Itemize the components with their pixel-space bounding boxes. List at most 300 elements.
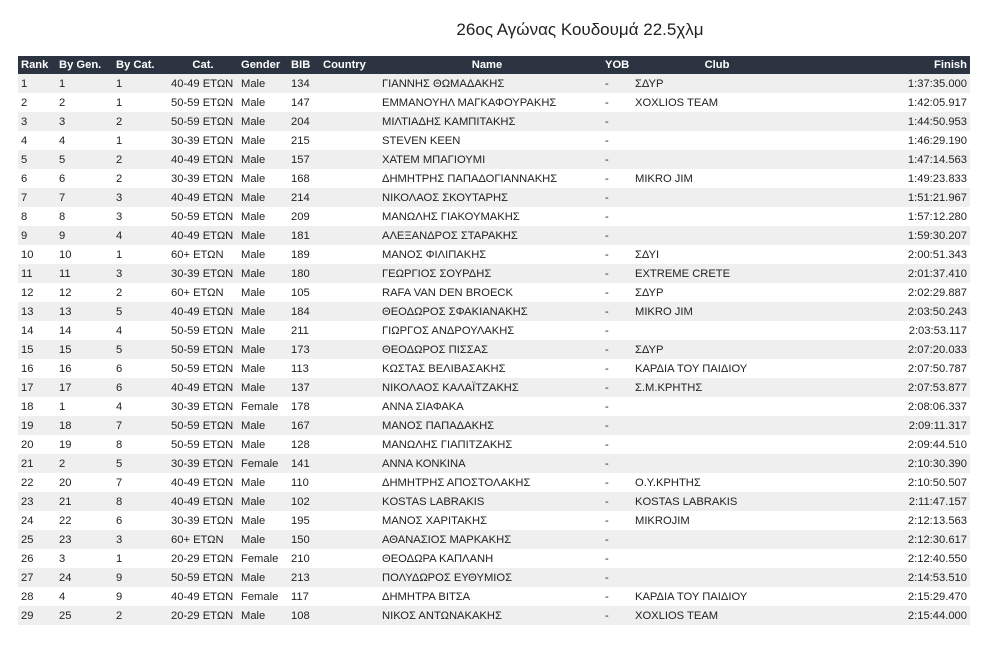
cell-yob: - xyxy=(605,305,609,318)
cell-gender: Male xyxy=(241,77,266,90)
cell-bib: 209 xyxy=(291,210,310,223)
cell-bib: 184 xyxy=(291,305,310,318)
cell-bib: 128 xyxy=(291,438,310,451)
cell-cat: 40-49 ΕΤΩΝ xyxy=(171,476,234,489)
cell-club: MIKRO JIM xyxy=(635,172,693,185)
cell-country xyxy=(320,150,372,169)
cell-finish: 2:12:13.563 xyxy=(907,514,967,527)
table-row xyxy=(18,340,970,359)
cell-by-gen: 2 xyxy=(59,96,66,109)
cell-club: MIKROJIM xyxy=(635,514,690,527)
cell-name: ΝΙΚΟΛΑΟΣ ΚΑΛΑΪΤΖΑΚΗΣ xyxy=(382,381,519,394)
cell-by-gen: 14 xyxy=(59,324,72,337)
cell-name: ΘΕΟΔΩΡΟΣ ΣΦΑΚΙΑΝΑΚΗΣ xyxy=(382,305,528,318)
cell-rank: 10 xyxy=(21,248,34,261)
cell-gender: Female xyxy=(241,457,279,470)
cell-by-gen: 13 xyxy=(59,305,72,318)
cell-yob: - xyxy=(605,552,609,565)
header-cat: Cat. xyxy=(192,59,214,71)
cell-rank: 22 xyxy=(21,476,34,489)
cell-country xyxy=(320,340,372,359)
table-row xyxy=(18,150,970,169)
cell-club: EXTREME CRETE xyxy=(635,267,731,280)
cell-by-cat: 6 xyxy=(116,381,123,394)
cell-rank: 23 xyxy=(21,495,34,508)
table-row xyxy=(18,359,970,378)
cell-club: KOSTAS LABRAKIS xyxy=(635,495,738,508)
cell-gender: Male xyxy=(241,476,266,489)
cell-rank: 8 xyxy=(21,210,28,223)
cell-club: ΣΔΥΡ xyxy=(635,343,664,356)
cell-country xyxy=(320,587,372,606)
cell-country xyxy=(320,397,372,416)
cell-yob: - xyxy=(605,286,609,299)
cell-gender: Female xyxy=(241,590,279,603)
cell-gender: Male xyxy=(241,229,266,242)
cell-name: ΝΙΚΟΣ ΑΝΤΩΝΑΚΑΚΗΣ xyxy=(382,609,502,622)
cell-gender: Male xyxy=(241,267,266,280)
cell-name: ΜΑΝΟΣ ΧΑΡΙΤΑΚΗΣ xyxy=(382,514,488,527)
cell-name: ΠΟΛΥΔΩΡΟΣ ΕΥΘΥΜΙΟΣ xyxy=(382,571,513,584)
cell-by-cat: 1 xyxy=(116,552,123,565)
cell-club xyxy=(632,207,802,226)
table-row xyxy=(18,587,970,606)
header-yob: YOB xyxy=(605,59,630,71)
cell-rank: 19 xyxy=(21,419,34,432)
cell-rank: 1 xyxy=(21,77,28,90)
cell-rank: 4 xyxy=(21,134,28,147)
cell-finish: 2:02:29.887 xyxy=(907,286,967,299)
cell-bib: 214 xyxy=(291,191,310,204)
cell-country xyxy=(320,112,372,131)
cell-country xyxy=(320,416,372,435)
cell-rank: 20 xyxy=(21,438,34,451)
cell-yob: - xyxy=(605,267,609,280)
cell-by-cat: 3 xyxy=(116,210,123,223)
cell-by-gen: 2 xyxy=(59,457,66,470)
cell-rank: 27 xyxy=(21,571,34,584)
cell-club: ΚΑΡΔΙΑ ΤΟΥ ΠΑΙΔΙΟΥ xyxy=(635,362,748,375)
cell-yob: - xyxy=(605,590,609,603)
cell-by-gen: 21 xyxy=(59,495,72,508)
header-by-cat: By Cat. xyxy=(116,59,155,71)
cell-cat: 50-59 ΕΤΩΝ xyxy=(171,419,234,432)
cell-yob: - xyxy=(605,77,609,90)
cell-club: Ο.Υ.ΚΡΗΤΗΣ xyxy=(635,476,701,489)
cell-country xyxy=(320,302,372,321)
cell-name: ΔΗΜΗΤΡΗΣ ΑΠΟΣΤΟΛΑΚΗΣ xyxy=(382,476,531,489)
cell-name: ΧΑΤΕΜ ΜΠΑΓΙΟΥΜΙ xyxy=(382,153,486,166)
cell-finish: 2:14:53.510 xyxy=(907,571,967,584)
cell-rank: 25 xyxy=(21,533,34,546)
cell-name: ΓΙΩΡΓΟΣ ΑΝΔΡΟΥΛΑΚΗΣ xyxy=(382,324,515,337)
cell-cat: 40-49 ΕΤΩΝ xyxy=(171,305,234,318)
table-row xyxy=(18,549,970,568)
cell-by-cat: 2 xyxy=(116,286,123,299)
cell-gender: Male xyxy=(241,381,266,394)
cell-finish: 2:11:47.157 xyxy=(908,495,967,508)
cell-country xyxy=(320,226,372,245)
cell-gender: Male xyxy=(241,343,266,356)
cell-name: ΜΑΝΩΛΗΣ ΓΙΑΠΙΤΖΑΚΗΣ xyxy=(382,438,513,451)
cell-finish: 1:44:50.953 xyxy=(907,115,967,128)
cell-by-gen: 12 xyxy=(59,286,72,299)
results-table xyxy=(18,56,970,625)
cell-finish: 2:07:53.877 xyxy=(907,381,967,394)
cell-bib: 167 xyxy=(291,419,310,432)
cell-name: ΕΜΜΑΝΟΥΗΛ ΜΑΓΚΑΦΟΥΡΑΚΗΣ xyxy=(382,96,557,109)
cell-country xyxy=(320,93,372,112)
cell-name: ΑΝΝΑ ΣΙΑΦΑΚΑ xyxy=(382,400,464,413)
cell-cat: 40-49 ΕΤΩΝ xyxy=(171,229,234,242)
cell-cat: 40-49 ΕΤΩΝ xyxy=(171,495,234,508)
cell-by-cat: 8 xyxy=(116,438,123,451)
cell-by-cat: 4 xyxy=(116,324,123,337)
cell-gender: Male xyxy=(241,419,266,432)
header-rank: Rank xyxy=(21,59,49,71)
cell-cat: 50-59 ΕΤΩΝ xyxy=(171,115,234,128)
cell-name: ΑΛΕΞΑΝΔΡΟΣ ΣΤΑΡΑΚΗΣ xyxy=(382,229,518,242)
cell-gender: Male xyxy=(241,153,266,166)
cell-gender: Male xyxy=(241,362,266,375)
cell-name: ΓΕΩΡΓΙΟΣ ΣΟΥΡΔΗΣ xyxy=(382,267,492,280)
cell-by-gen: 4 xyxy=(59,134,66,147)
cell-by-cat: 1 xyxy=(116,77,123,90)
cell-club: ΣΔΥΡ xyxy=(635,77,664,90)
cell-name: ΘΕΟΔΩΡΑ ΚΑΠΛΑΝΗ xyxy=(382,552,494,565)
cell-finish: 2:10:30.390 xyxy=(907,457,967,470)
cell-rank: 11 xyxy=(21,267,33,280)
cell-club xyxy=(632,454,802,473)
cell-cat: 40-49 ΕΤΩΝ xyxy=(171,381,234,394)
cell-cat: 30-39 ΕΤΩΝ xyxy=(171,134,234,147)
cell-yob: - xyxy=(605,172,609,185)
cell-cat: 30-39 ΕΤΩΝ xyxy=(171,172,234,185)
cell-cat: 30-39 ΕΤΩΝ xyxy=(171,514,234,527)
cell-by-gen: 6 xyxy=(59,172,66,185)
cell-by-gen: 11 xyxy=(59,267,71,280)
cell-finish: 2:00:51.343 xyxy=(907,248,967,261)
cell-by-cat: 5 xyxy=(116,457,123,470)
cell-club xyxy=(632,397,802,416)
cell-country xyxy=(320,511,372,530)
cell-name: STEVEN KEEN xyxy=(382,134,461,147)
cell-yob: - xyxy=(605,533,609,546)
cell-yob: - xyxy=(605,248,609,261)
cell-bib: 213 xyxy=(291,571,310,584)
cell-finish: 2:08:06.337 xyxy=(907,400,967,413)
cell-by-cat: 2 xyxy=(116,153,123,166)
table-row xyxy=(18,302,970,321)
cell-by-cat: 6 xyxy=(116,514,123,527)
cell-yob: - xyxy=(605,571,609,584)
table-row xyxy=(18,397,970,416)
cell-yob: - xyxy=(605,229,609,242)
cell-yob: - xyxy=(605,96,609,109)
header-gender: Gender xyxy=(241,59,281,71)
cell-gender: Male xyxy=(241,438,266,451)
cell-by-gen: 15 xyxy=(59,343,72,356)
cell-rank: 5 xyxy=(21,153,28,166)
cell-by-gen: 19 xyxy=(59,438,72,451)
cell-rank: 14 xyxy=(21,324,34,337)
cell-bib: 105 xyxy=(291,286,310,299)
cell-rank: 6 xyxy=(21,172,28,185)
cell-cat: 50-59 ΕΤΩΝ xyxy=(171,438,234,451)
cell-gender: Male xyxy=(241,115,266,128)
cell-bib: 173 xyxy=(291,343,310,356)
table-row xyxy=(18,321,970,340)
cell-gender: Male xyxy=(241,533,266,546)
cell-rank: 28 xyxy=(21,590,34,603)
cell-bib: 181 xyxy=(291,229,310,242)
cell-by-cat: 6 xyxy=(116,362,123,375)
cell-yob: - xyxy=(605,153,609,166)
cell-club xyxy=(632,549,802,568)
cell-by-gen: 4 xyxy=(59,590,66,603)
cell-yob: - xyxy=(605,115,609,128)
cell-rank: 18 xyxy=(21,400,34,413)
cell-country xyxy=(320,188,372,207)
cell-by-cat: 4 xyxy=(116,400,123,413)
header-country: Country xyxy=(323,59,366,71)
cell-gender: Male xyxy=(241,134,266,147)
cell-by-gen: 1 xyxy=(59,77,66,90)
cell-bib: 150 xyxy=(291,533,310,546)
cell-name: ΜΑΝΟΣ ΦΙΛΙΠΑΚΗΣ xyxy=(382,248,487,261)
cell-rank: 15 xyxy=(21,343,34,356)
cell-country xyxy=(320,207,372,226)
cell-country xyxy=(320,131,372,150)
cell-cat: 40-49 ΕΤΩΝ xyxy=(171,77,234,90)
cell-yob: - xyxy=(605,609,609,622)
cell-finish: 2:01:37.410 xyxy=(907,267,967,280)
table-row xyxy=(18,378,970,397)
cell-club: ΣΔΥΡ xyxy=(635,286,664,299)
cell-finish: 1:49:23.833 xyxy=(907,172,967,185)
table-row xyxy=(18,264,970,283)
cell-cat: 50-59 ΕΤΩΝ xyxy=(171,96,234,109)
cell-finish: 2:12:30.617 xyxy=(907,533,967,546)
cell-yob: - xyxy=(605,476,609,489)
cell-by-gen: 24 xyxy=(59,571,72,584)
cell-country xyxy=(320,359,372,378)
cell-bib: 117 xyxy=(291,590,309,603)
cell-by-cat: 9 xyxy=(116,590,123,603)
cell-by-gen: 23 xyxy=(59,533,72,546)
cell-by-cat: 5 xyxy=(116,305,123,318)
cell-rank: 12 xyxy=(21,286,34,299)
cell-gender: Male xyxy=(241,305,266,318)
table-row xyxy=(18,416,970,435)
cell-by-gen: 22 xyxy=(59,514,72,527)
cell-yob: - xyxy=(605,495,609,508)
cell-bib: 102 xyxy=(291,495,310,508)
cell-finish: 2:15:44.000 xyxy=(907,609,967,622)
cell-by-cat: 2 xyxy=(116,172,123,185)
cell-yob: - xyxy=(605,419,609,432)
cell-by-cat: 7 xyxy=(116,476,123,489)
cell-name: ΝΙΚΟΛΑΟΣ ΣΚΟΥΤΑΡΗΣ xyxy=(382,191,508,204)
cell-bib: 180 xyxy=(291,267,310,280)
cell-finish: 1:47:14.563 xyxy=(907,153,967,166)
cell-club xyxy=(632,435,802,454)
cell-country xyxy=(320,454,372,473)
cell-cat: 60+ ΕΤΩΝ xyxy=(171,248,224,261)
cell-country xyxy=(320,568,372,587)
cell-bib: 108 xyxy=(291,609,310,622)
cell-gender: Male xyxy=(241,286,266,299)
cell-bib: 134 xyxy=(291,77,310,90)
cell-gender: Male xyxy=(241,495,266,508)
cell-by-cat: 1 xyxy=(116,248,123,261)
cell-bib: 110 xyxy=(291,476,309,489)
cell-gender: Male xyxy=(241,514,266,527)
cell-bib: 147 xyxy=(291,96,310,109)
cell-rank: 26 xyxy=(21,552,34,565)
cell-yob: - xyxy=(605,400,609,413)
header-club: Club xyxy=(704,59,730,71)
cell-yob: - xyxy=(605,324,609,337)
cell-finish: 2:15:29.470 xyxy=(907,590,967,603)
cell-bib: 168 xyxy=(291,172,310,185)
cell-yob: - xyxy=(605,438,609,451)
cell-by-cat: 4 xyxy=(116,229,123,242)
cell-country xyxy=(320,492,372,511)
cell-by-gen: 3 xyxy=(59,552,66,565)
header-bib: BIB xyxy=(291,59,311,71)
cell-finish: 1:46:29.190 xyxy=(907,134,967,147)
cell-club: XOXLIOS TEAM xyxy=(635,609,719,622)
cell-country xyxy=(320,606,372,625)
cell-by-cat: 7 xyxy=(116,419,123,432)
cell-country xyxy=(320,378,372,397)
cell-rank: 7 xyxy=(21,191,28,204)
cell-by-gen: 17 xyxy=(59,381,72,394)
table-row xyxy=(18,245,970,264)
table-row xyxy=(18,93,970,112)
cell-finish: 2:10:50.507 xyxy=(907,476,967,489)
cell-cat: 20-29 ΕΤΩΝ xyxy=(171,552,234,565)
cell-name: ΑΘΑΝΑΣΙΟΣ ΜΑΡΚΑΚΗΣ xyxy=(382,533,512,546)
cell-gender: Male xyxy=(241,191,266,204)
cell-cat: 60+ ΕΤΩΝ xyxy=(171,533,224,546)
cell-gender: Male xyxy=(241,210,266,223)
cell-by-gen: 10 xyxy=(59,248,72,261)
cell-country xyxy=(320,283,372,302)
cell-rank: 17 xyxy=(21,381,34,394)
cell-by-cat: 2 xyxy=(116,115,123,128)
table-row xyxy=(18,74,970,93)
cell-yob: - xyxy=(605,210,609,223)
cell-gender: Female xyxy=(241,400,279,413)
cell-cat: 50-59 ΕΤΩΝ xyxy=(171,571,234,584)
cell-cat: 20-29 ΕΤΩΝ xyxy=(171,609,234,622)
cell-country xyxy=(320,169,372,188)
cell-by-gen: 3 xyxy=(59,115,66,128)
cell-by-gen: 8 xyxy=(59,210,66,223)
cell-finish: 1:37:35.000 xyxy=(907,77,967,90)
cell-country xyxy=(320,74,372,93)
cell-bib: 157 xyxy=(291,153,310,166)
cell-name: ΑΝΝΑ ΚΟΝΚΙΝΑ xyxy=(382,457,466,470)
cell-by-cat: 2 xyxy=(116,609,123,622)
cell-rank: 13 xyxy=(21,305,34,318)
cell-name: ΚΩΣΤΑΣ ΒΕΛΙΒΑΣΑΚΗΣ xyxy=(382,362,506,375)
cell-bib: 211 xyxy=(291,324,309,337)
cell-name: ΓΙΑΝΝΗΣ ΘΩΜΑΔΑΚΗΣ xyxy=(382,77,505,90)
cell-by-gen: 20 xyxy=(59,476,72,489)
cell-cat: 40-49 ΕΤΩΝ xyxy=(171,153,234,166)
cell-rank: 2 xyxy=(21,96,28,109)
cell-bib: 204 xyxy=(291,115,310,128)
header-finish: Finish xyxy=(934,59,967,71)
cell-club: XOXLIOS TEAM xyxy=(635,96,719,109)
header-by-gen: By Gen. xyxy=(59,59,102,71)
cell-gender: Male xyxy=(241,324,266,337)
cell-club: ΚΑΡΔΙΑ ΤΟΥ ΠΑΙΔΙΟΥ xyxy=(635,590,748,603)
cell-bib: 189 xyxy=(291,248,310,261)
cell-cat: 60+ ΕΤΩΝ xyxy=(171,286,224,299)
cell-gender: Male xyxy=(241,609,266,622)
cell-club xyxy=(632,226,802,245)
cell-yob: - xyxy=(605,191,609,204)
cell-finish: 1:57:12.280 xyxy=(907,210,967,223)
cell-cat: 30-39 ΕΤΩΝ xyxy=(171,267,234,280)
cell-name: ΔΗΜΗΤΡΗΣ ΠΑΠΑΔΟΓΙΑΝΝΑΚΗΣ xyxy=(382,172,558,185)
cell-yob: - xyxy=(605,381,609,394)
cell-country xyxy=(320,321,372,340)
cell-country xyxy=(320,473,372,492)
cell-rank: 24 xyxy=(21,514,34,527)
cell-cat: 30-39 ΕΤΩΝ xyxy=(171,457,234,470)
cell-yob: - xyxy=(605,343,609,356)
cell-cat: 40-49 ΕΤΩΝ xyxy=(171,590,234,603)
cell-yob: - xyxy=(605,362,609,375)
cell-by-cat: 5 xyxy=(116,343,123,356)
cell-club xyxy=(632,530,802,549)
cell-club xyxy=(632,131,802,150)
cell-by-gen: 5 xyxy=(59,153,66,166)
cell-finish: 2:07:50.787 xyxy=(907,362,967,375)
cell-finish: 2:03:50.243 xyxy=(907,305,967,318)
cell-club xyxy=(632,188,802,207)
table-row xyxy=(18,511,970,530)
cell-finish: 2:03:53.117 xyxy=(908,324,967,337)
cell-by-gen: 18 xyxy=(59,419,72,432)
cell-rank: 29 xyxy=(21,609,34,622)
cell-yob: - xyxy=(605,457,609,470)
cell-rank: 9 xyxy=(21,229,28,242)
cell-country xyxy=(320,530,372,549)
cell-finish: 2:12:40.550 xyxy=(907,552,967,565)
table-row xyxy=(18,568,970,587)
table-row xyxy=(18,112,970,131)
cell-country xyxy=(320,264,372,283)
cell-gender: Male xyxy=(241,248,266,261)
cell-name: ΜΑΝΟΣ ΠΑΠΑΔΑΚΗΣ xyxy=(382,419,495,432)
cell-cat: 50-59 ΕΤΩΝ xyxy=(171,324,234,337)
cell-finish: 1:51:21.967 xyxy=(907,191,967,204)
table-row xyxy=(18,188,970,207)
cell-by-gen: 9 xyxy=(59,229,66,242)
table-row xyxy=(18,530,970,549)
cell-club xyxy=(632,321,802,340)
cell-gender: Female xyxy=(241,552,279,565)
page-title: 26ος Αγώνας Κουδουμά 22.5χλμ xyxy=(456,20,704,39)
cell-name: KOSTAS LABRAKIS xyxy=(382,495,485,508)
header-name: Name xyxy=(471,59,503,71)
